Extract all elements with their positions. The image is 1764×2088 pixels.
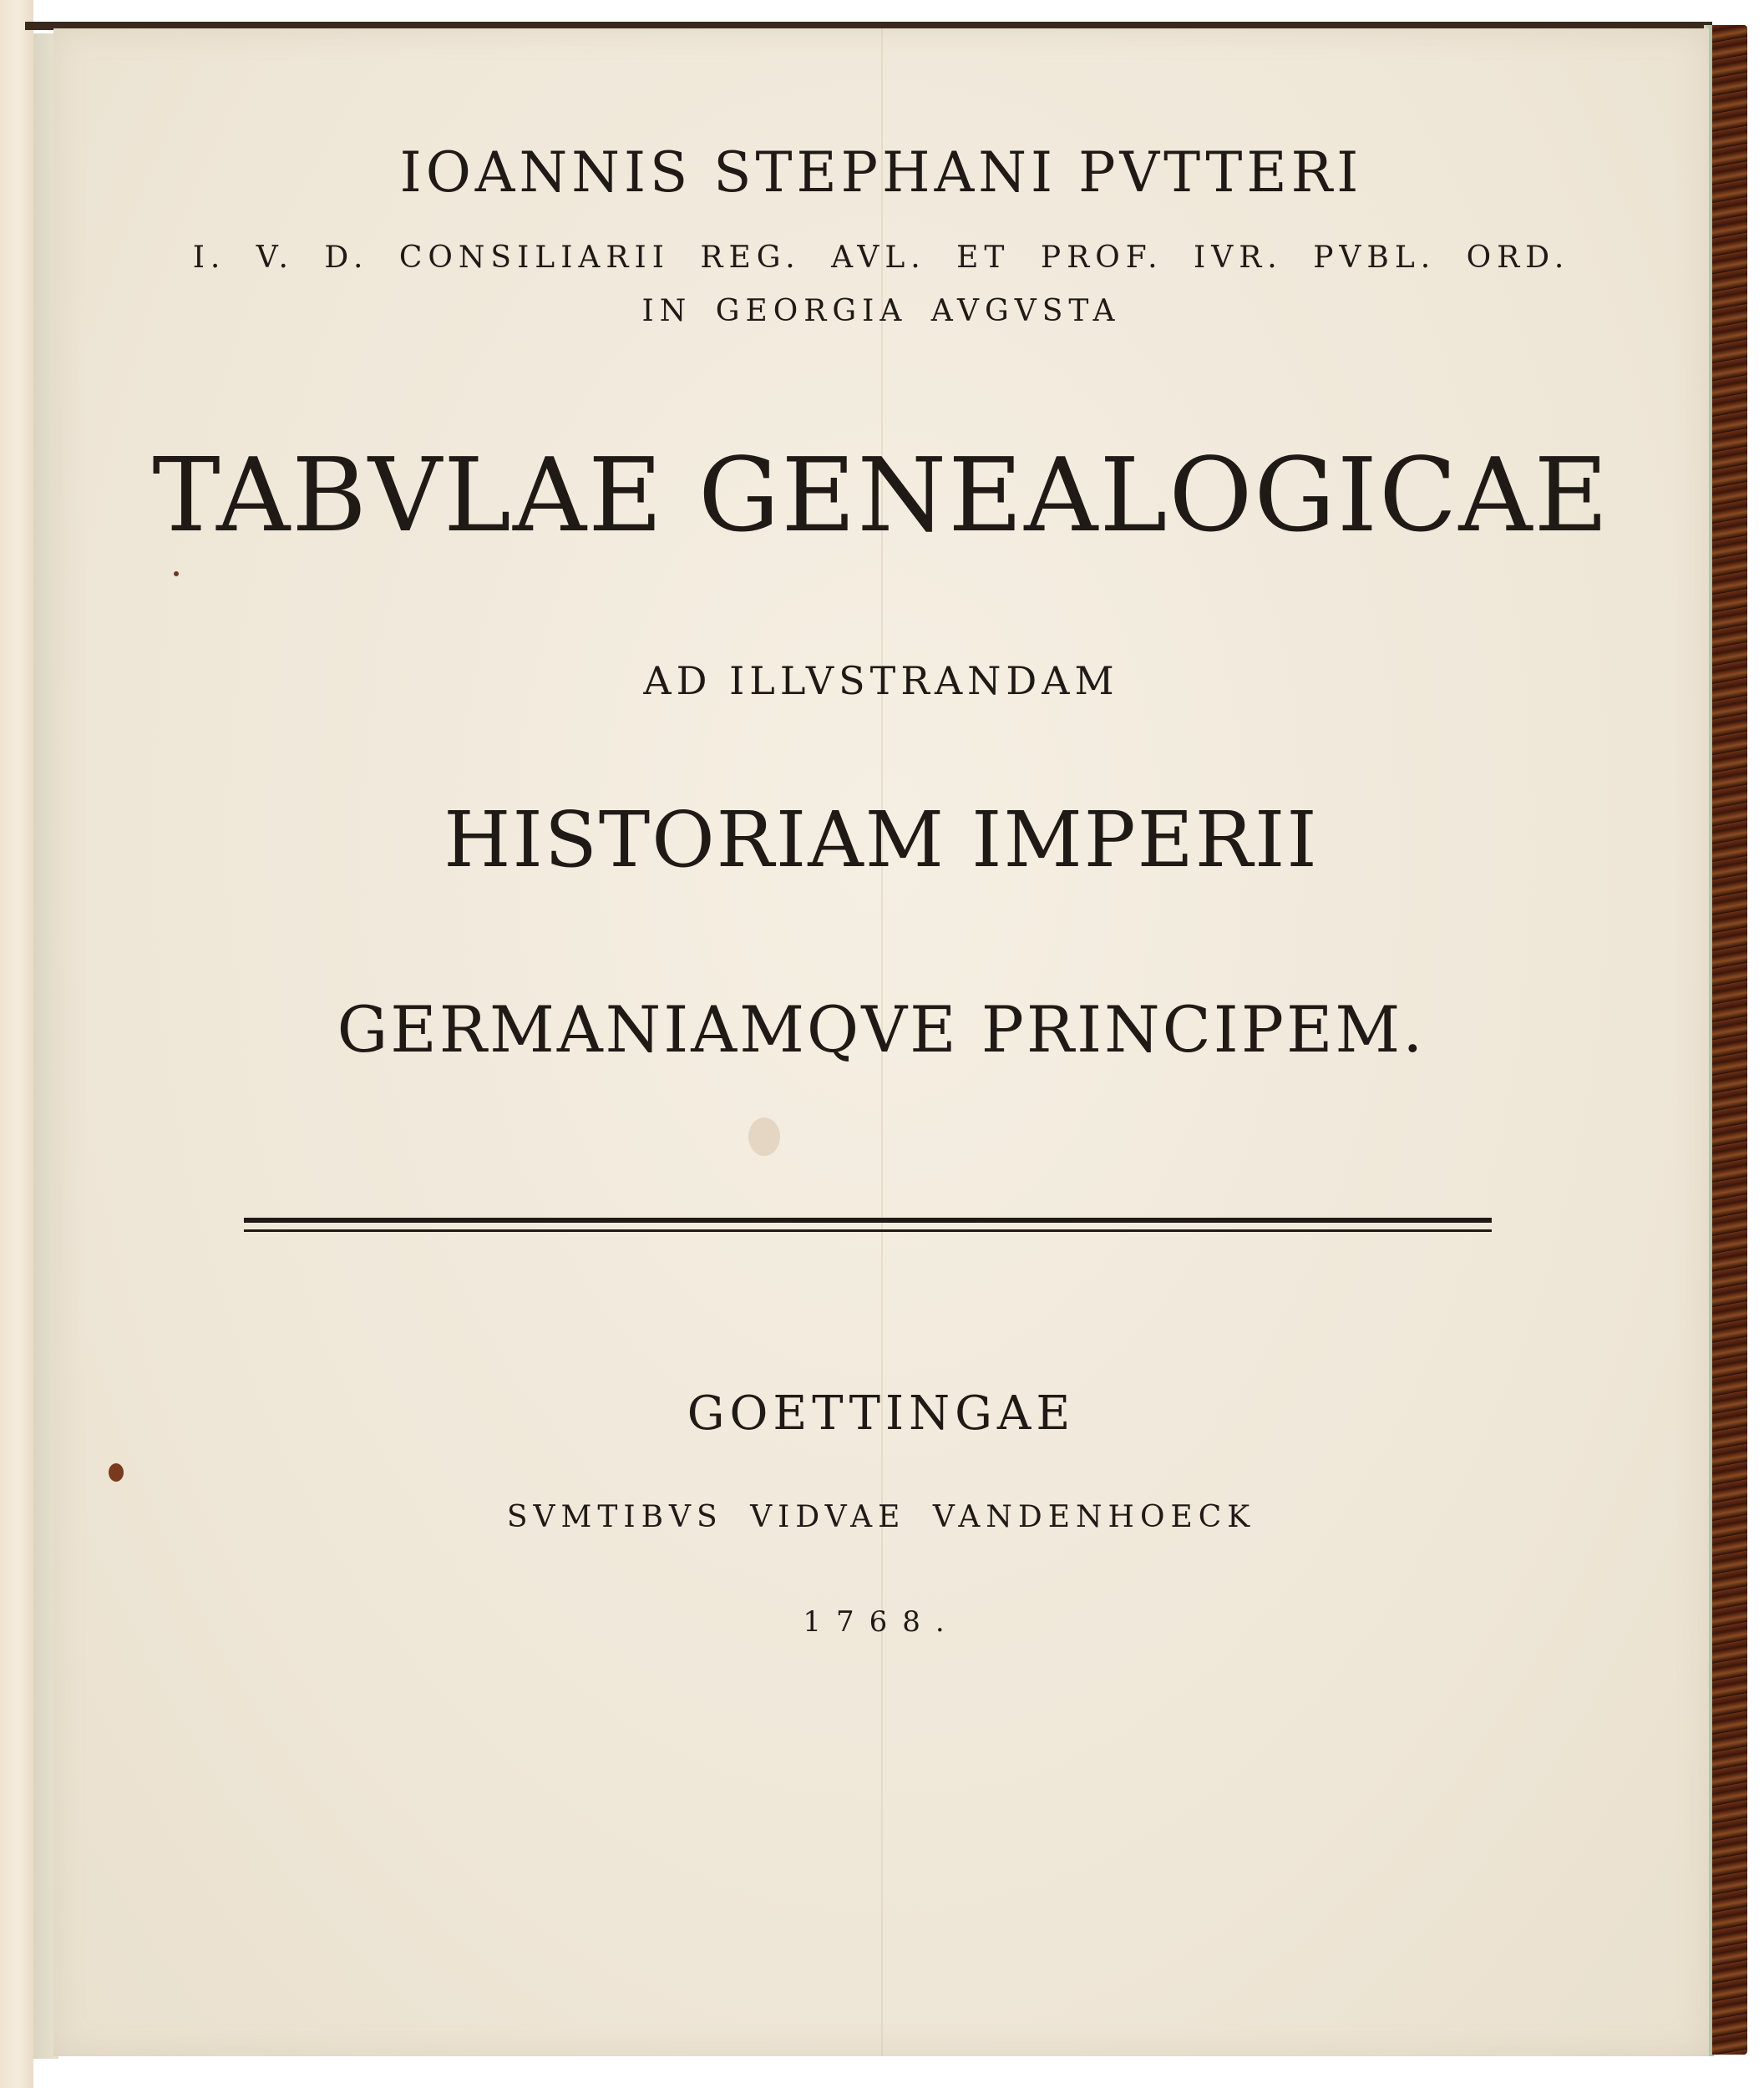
imprint-publisher: SVMTIBVS VIDVAE VANDENHOECK [506,1500,1256,1534]
foxing-spot [748,1117,780,1156]
foxing-spot [174,571,179,576]
university-line: IN GEORGIA AVGVSTA [641,294,1121,328]
subtitle-main: HISTORIAM IMPERII [444,795,1319,884]
author-name: IOANNIS STEPHANI PVTTERI [399,140,1363,205]
imprint-city: GOETTINGAE [687,1386,1076,1441]
subtitle-end: GERMANIAMQVE PRINCIPEM. [337,992,1426,1067]
imprint-year: 1768. [803,1605,960,1639]
foxing-spot [109,1463,124,1482]
facing-page-edge [0,0,33,2088]
book-title: TABVLAE GENEALOGICAE [152,436,1610,555]
author-qualifications: I. V. D. CONSILIARII REG. AVL. ET PROF. IVR. PVBL. ORD. [192,241,1570,275]
double-rule-thin [244,1229,1492,1232]
double-rule-thick [244,1218,1492,1223]
marbled-board [1712,25,1747,2055]
subtitle-connector: AD ILLVSTRANDAM [643,658,1119,703]
